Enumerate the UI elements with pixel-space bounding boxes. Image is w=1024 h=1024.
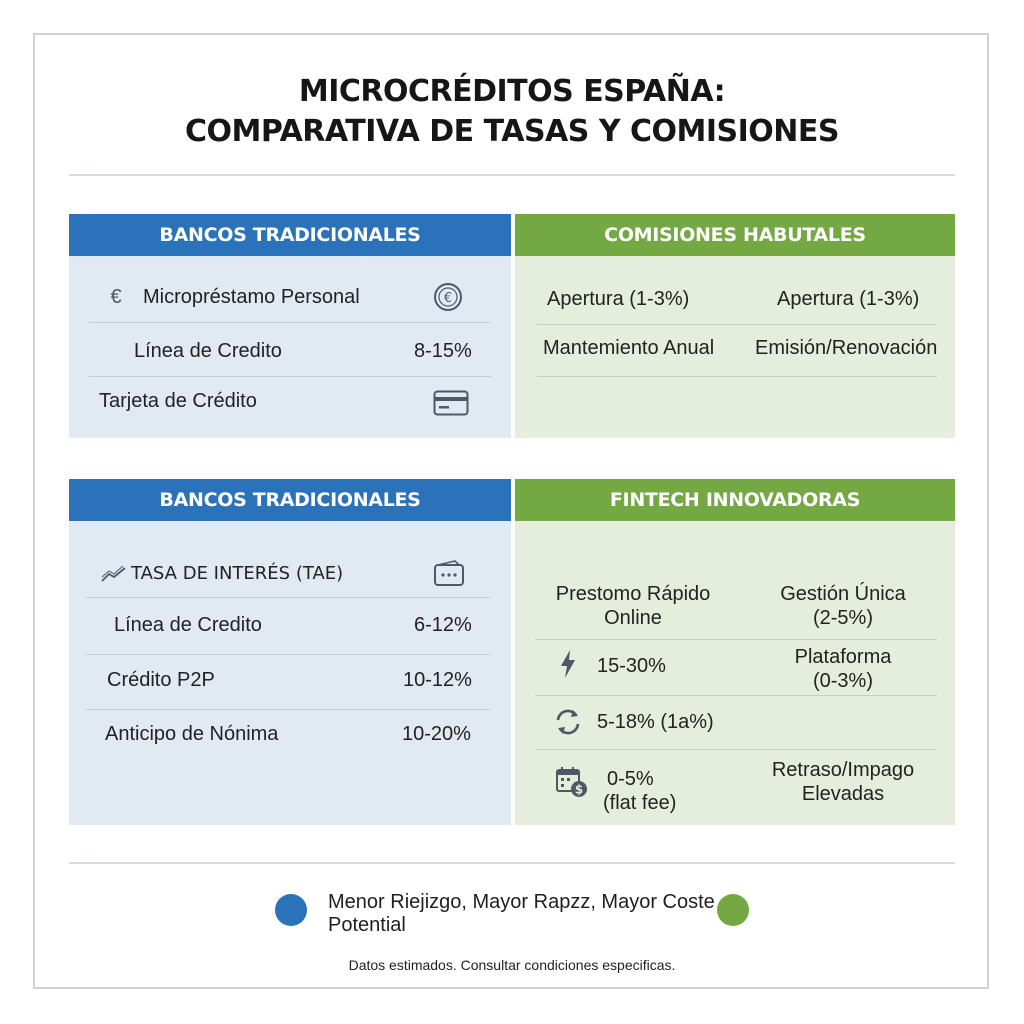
row-divider bbox=[85, 654, 491, 655]
row-label: Micropréstamo Personal bbox=[143, 286, 360, 308]
row-divider bbox=[537, 324, 937, 325]
text-line: Retraso/Impago bbox=[771, 759, 915, 781]
row-divider bbox=[89, 376, 491, 377]
row-label: Crédito P2P bbox=[107, 669, 215, 691]
svg-text:$: $ bbox=[574, 782, 584, 797]
title-divider bbox=[69, 174, 955, 176]
panel-header: COMISIONES HABUTALES bbox=[515, 214, 955, 256]
row-divider bbox=[535, 639, 937, 640]
panel-fintech-innovadoras bbox=[515, 479, 955, 825]
text-line: 0-5% bbox=[607, 768, 654, 790]
fee-item: Emisión/Renovación bbox=[755, 337, 938, 359]
footnote: Datos estimados. Consultar condiciones especificas. bbox=[348, 957, 676, 973]
fintech-rate: 5-18% (1a%) bbox=[597, 711, 714, 733]
text-line: (flat fee) bbox=[603, 792, 677, 814]
text-line: Prestomo Rápido bbox=[555, 583, 711, 605]
row-divider bbox=[85, 597, 491, 598]
fintech-fee bbox=[763, 645, 923, 693]
fee-item: Apertura (1-3%) bbox=[547, 288, 690, 310]
trend-chart-icon bbox=[101, 565, 127, 583]
row-divider bbox=[89, 322, 491, 323]
rate-value: 6-12% bbox=[414, 614, 472, 636]
panel-header: BANCOS TRADICIONALES bbox=[69, 479, 511, 521]
text-line: Online bbox=[604, 607, 662, 629]
row-divider bbox=[537, 376, 937, 377]
text-line: (0-3%) bbox=[812, 670, 873, 692]
panel-header: FINTECH INNOVADORAS bbox=[515, 479, 955, 521]
fintech-rate bbox=[603, 767, 676, 815]
text-line: (2-5%) bbox=[812, 607, 873, 629]
row-label: Línea de Credito bbox=[134, 340, 282, 362]
row-divider bbox=[535, 749, 937, 750]
calendar-money-icon bbox=[555, 765, 589, 799]
rate-value: 10-12% bbox=[403, 669, 472, 691]
lightning-icon bbox=[559, 649, 577, 679]
rate-value: 10-20% bbox=[402, 723, 471, 745]
fee-item: Apertura (1-3%) bbox=[777, 288, 920, 310]
panel-bancos-tradicionales-bottom bbox=[69, 479, 511, 825]
panel-comisiones-habituales bbox=[515, 214, 955, 438]
fee-item: Mantemiento Anual bbox=[543, 337, 715, 359]
text-line: Elevadas bbox=[801, 783, 885, 805]
svg-text:€: € bbox=[443, 291, 453, 306]
legend-text bbox=[328, 891, 715, 937]
credit-card-icon bbox=[433, 390, 469, 416]
row-label: TASA DE INTERÉS (TAE) bbox=[131, 563, 344, 584]
page-title-line1: MICROCRÉDITOS ESPAÑA: bbox=[298, 74, 726, 109]
rate-value: 8-15% bbox=[414, 340, 472, 362]
panel-header: BANCOS TRADICIONALES bbox=[69, 214, 511, 256]
euro-coin-icon bbox=[433, 282, 463, 312]
row-divider bbox=[535, 695, 937, 696]
fintech-fee bbox=[763, 582, 923, 630]
banknote-icon bbox=[433, 559, 465, 587]
text-line: Gestión Única bbox=[780, 583, 906, 605]
legend-blue-dot bbox=[275, 894, 307, 926]
legend-green-dot bbox=[717, 894, 749, 926]
row-label: Línea de Credito bbox=[114, 614, 262, 636]
legend-divider bbox=[69, 862, 955, 864]
refresh-icon bbox=[553, 707, 583, 737]
fintech-rate: 15-30% bbox=[597, 655, 666, 677]
page-title-line2: COMPARATIVA DE TASAS Y COMISIONES bbox=[184, 114, 840, 149]
legend-line: Menor Riejizgo, Mayor Rapzz, Mayor Coste bbox=[328, 891, 715, 913]
fintech-fee bbox=[763, 758, 923, 806]
legend-line: Potential bbox=[328, 914, 406, 936]
row-divider bbox=[85, 709, 491, 710]
row-label: Tarjeta de Crédito bbox=[99, 390, 257, 412]
fintech-product bbox=[543, 582, 723, 630]
panel-bancos-tradicionales-top bbox=[69, 214, 511, 438]
row-label: Anticipo de Nónima bbox=[105, 723, 279, 745]
text-line: Plataforma bbox=[794, 646, 892, 668]
euro-icon: € bbox=[110, 286, 122, 308]
